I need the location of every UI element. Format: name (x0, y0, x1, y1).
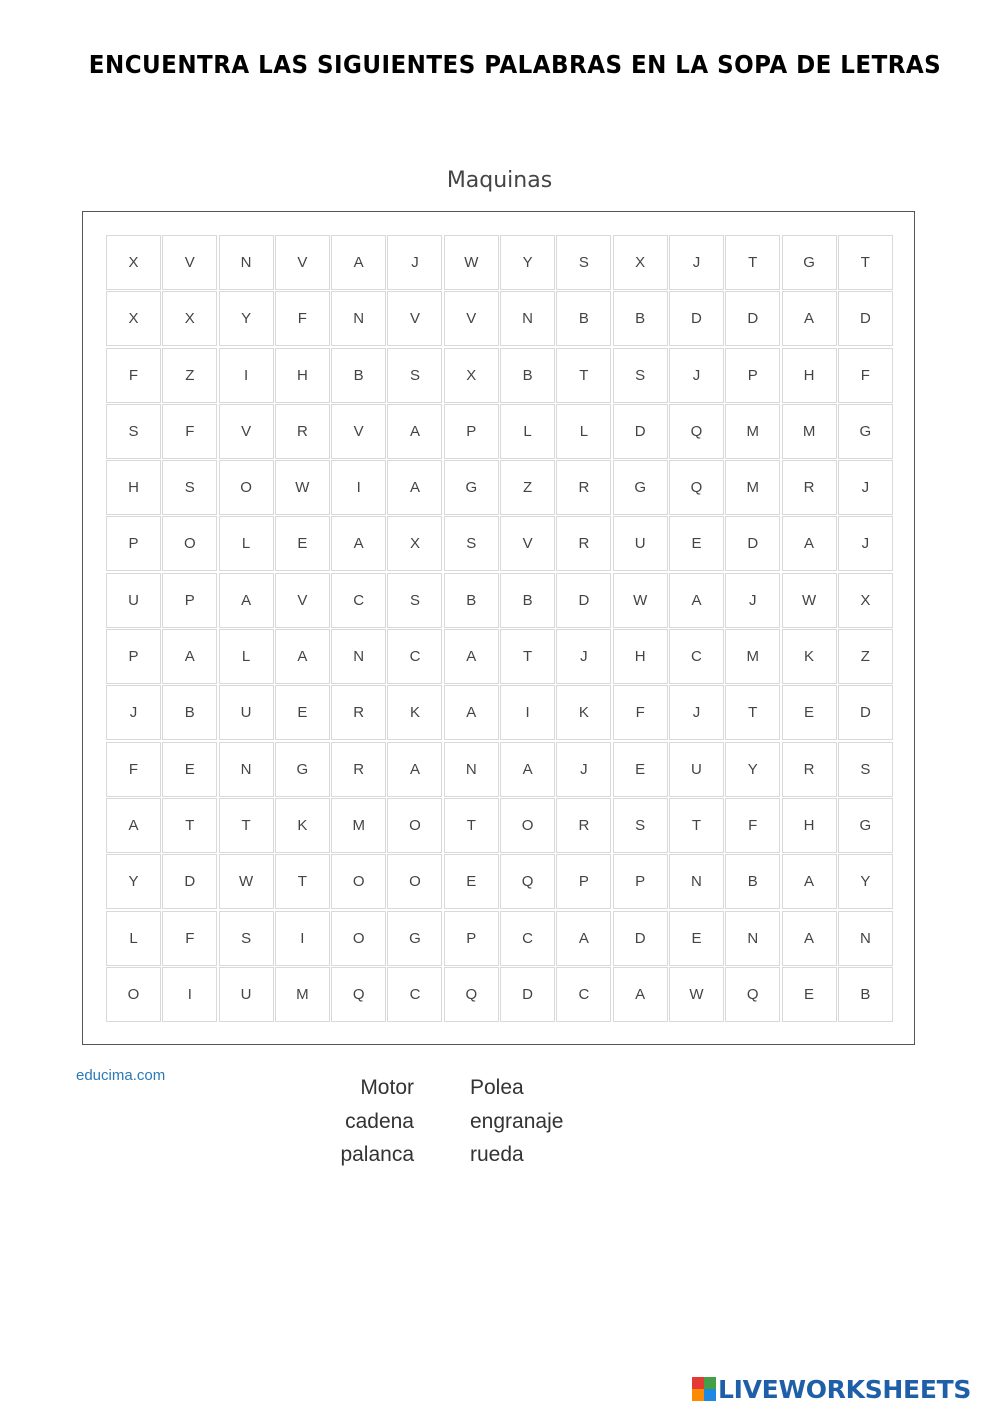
grid-cell: I (275, 911, 330, 966)
grid-cell: O (500, 798, 555, 853)
grid-cell: P (162, 573, 217, 628)
grid-cell: T (556, 348, 611, 403)
grid-cell: F (838, 348, 893, 403)
grid-cell: H (106, 460, 161, 515)
grid-cell: E (613, 742, 668, 797)
grid-cell: V (444, 291, 499, 346)
grid-cell: T (162, 798, 217, 853)
puzzle-title: Maquinas (446, 168, 553, 193)
grid-cell: I (500, 685, 555, 740)
grid-cell: C (331, 573, 386, 628)
grid-cell: T (500, 629, 555, 684)
grid-cell: X (838, 573, 893, 628)
grid-cell: P (106, 629, 161, 684)
grid-cell: I (219, 348, 274, 403)
grid-cell: O (162, 516, 217, 571)
grid-cell: D (500, 967, 555, 1022)
grid-cell: A (331, 235, 386, 290)
grid-cell: Y (219, 291, 274, 346)
grid-cell: T (725, 685, 780, 740)
grid-cell: J (838, 516, 893, 571)
grid-cell: O (106, 967, 161, 1022)
grid-cell: I (331, 460, 386, 515)
grid-cell: N (331, 291, 386, 346)
grid-cell: Q (669, 404, 724, 459)
grid-cell: E (275, 516, 330, 571)
grid-cell: M (725, 404, 780, 459)
grid-cell: A (275, 629, 330, 684)
grid-cell: X (387, 516, 442, 571)
grid-cell: N (444, 742, 499, 797)
grid-cell: M (725, 629, 780, 684)
grid-cell: B (500, 348, 555, 403)
liveworksheets-logo-icon (692, 1377, 716, 1401)
grid-cell: R (782, 460, 837, 515)
grid-cell: R (275, 404, 330, 459)
grid-cell: O (219, 460, 274, 515)
grid-cell: A (782, 911, 837, 966)
grid-cell: G (275, 742, 330, 797)
grid-cell: E (782, 685, 837, 740)
grid-cell: J (669, 348, 724, 403)
grid-cell: Q (500, 854, 555, 909)
grid-cell: N (838, 911, 893, 966)
grid-cell: S (838, 742, 893, 797)
grid-cell: C (387, 629, 442, 684)
grid-cell: D (162, 854, 217, 909)
grid-cell: P (444, 911, 499, 966)
grid-cell: V (387, 291, 442, 346)
brand-name: LIVEWORKSHEETS (718, 1374, 972, 1404)
grid-cell: G (613, 460, 668, 515)
grid-cell: E (162, 742, 217, 797)
grid-cell: F (106, 742, 161, 797)
page-heading: ENCUENTRA LAS SIGUIENTES PALABRAS EN LA SOPA DE LETRAS (88, 50, 942, 79)
grid-cell: V (331, 404, 386, 459)
grid-cell: S (556, 235, 611, 290)
grid-cell: D (725, 516, 780, 571)
word-engranaje: engranaje (470, 1110, 564, 1133)
grid-cell: T (725, 235, 780, 290)
grid-cell: E (669, 911, 724, 966)
grid-cell: X (162, 291, 217, 346)
grid-cell: K (556, 685, 611, 740)
grid-cell: O (331, 911, 386, 966)
grid-cell: M (275, 967, 330, 1022)
grid-cell: V (500, 516, 555, 571)
grid-cell: T (444, 798, 499, 853)
grid-cell: A (387, 404, 442, 459)
grid-cell: F (275, 291, 330, 346)
grid-cell: W (669, 967, 724, 1022)
grid-cell: J (838, 460, 893, 515)
grid-cell: B (613, 291, 668, 346)
grid-cell: F (162, 404, 217, 459)
grid-cell: S (219, 911, 274, 966)
grid-cell: Q (444, 967, 499, 1022)
grid-cell: Q (725, 967, 780, 1022)
grid-cell: N (219, 742, 274, 797)
grid-cell: A (219, 573, 274, 628)
grid-cell: F (613, 685, 668, 740)
grid-cell: W (275, 460, 330, 515)
grid-cell: L (106, 911, 161, 966)
grid-cell: W (444, 235, 499, 290)
grid-cell: P (613, 854, 668, 909)
grid-cell: N (331, 629, 386, 684)
grid-cell: C (669, 629, 724, 684)
grid-cell: N (669, 854, 724, 909)
grid-cell: G (782, 235, 837, 290)
grid-cell: S (106, 404, 161, 459)
grid-cell: B (331, 348, 386, 403)
grid-cell: B (500, 573, 555, 628)
grid-cell: C (500, 911, 555, 966)
grid-cell: E (444, 854, 499, 909)
letter-grid (106, 235, 893, 1022)
grid-cell: Q (331, 967, 386, 1022)
word-palanca: palanca (340, 1143, 414, 1166)
grid-cell: R (556, 460, 611, 515)
grid-cell: A (556, 911, 611, 966)
grid-cell: U (219, 685, 274, 740)
grid-cell: W (613, 573, 668, 628)
grid-cell: U (106, 573, 161, 628)
grid-cell: P (444, 404, 499, 459)
grid-cell: O (387, 854, 442, 909)
grid-cell: T (219, 798, 274, 853)
grid-cell: D (613, 911, 668, 966)
grid-cell: Y (500, 235, 555, 290)
grid-cell: A (782, 854, 837, 909)
grid-cell: J (387, 235, 442, 290)
grid-cell: B (444, 573, 499, 628)
grid-cell: M (725, 460, 780, 515)
grid-cell: X (106, 291, 161, 346)
grid-cell: D (556, 573, 611, 628)
grid-cell: O (331, 854, 386, 909)
grid-cell: K (387, 685, 442, 740)
grid-cell: Y (106, 854, 161, 909)
grid-cell: S (613, 348, 668, 403)
grid-cell: H (613, 629, 668, 684)
grid-cell: R (331, 685, 386, 740)
grid-cell: H (782, 798, 837, 853)
grid-cell: P (106, 516, 161, 571)
grid-cell: G (838, 404, 893, 459)
grid-cell: W (782, 573, 837, 628)
word-motor: Motor (360, 1076, 414, 1099)
grid-cell: M (331, 798, 386, 853)
grid-cell: Z (838, 629, 893, 684)
grid-cell: S (162, 460, 217, 515)
grid-cell: E (275, 685, 330, 740)
grid-cell: Z (162, 348, 217, 403)
grid-cell: Y (725, 742, 780, 797)
grid-cell: H (275, 348, 330, 403)
grid-cell: J (725, 573, 780, 628)
grid-cell: C (387, 967, 442, 1022)
grid-cell: V (275, 573, 330, 628)
word-cadena: cadena (345, 1110, 414, 1133)
grid-cell: H (782, 348, 837, 403)
grid-cell: J (556, 629, 611, 684)
grid-cell: B (838, 967, 893, 1022)
grid-cell: N (500, 291, 555, 346)
grid-cell: A (387, 460, 442, 515)
grid-cell: V (219, 404, 274, 459)
grid-cell: A (500, 742, 555, 797)
grid-cell: A (444, 685, 499, 740)
grid-cell: B (556, 291, 611, 346)
grid-cell: D (725, 291, 780, 346)
grid-cell: F (725, 798, 780, 853)
grid-cell: L (500, 404, 555, 459)
grid-cell: U (613, 516, 668, 571)
grid-cell: A (613, 967, 668, 1022)
grid-cell: A (331, 516, 386, 571)
grid-cell: A (782, 516, 837, 571)
grid-cell: K (275, 798, 330, 853)
grid-cell: N (725, 911, 780, 966)
grid-cell: N (219, 235, 274, 290)
grid-cell: A (782, 291, 837, 346)
grid-cell: L (556, 404, 611, 459)
grid-cell: B (162, 685, 217, 740)
grid-cell: S (444, 516, 499, 571)
grid-cell: G (444, 460, 499, 515)
grid-cell: D (613, 404, 668, 459)
grid-cell: D (669, 291, 724, 346)
grid-cell: C (556, 967, 611, 1022)
grid-cell: J (669, 235, 724, 290)
grid-cell: U (219, 967, 274, 1022)
grid-cell: R (556, 516, 611, 571)
grid-cell: G (838, 798, 893, 853)
grid-cell: L (219, 629, 274, 684)
word-polea: Polea (470, 1076, 524, 1099)
source-link[interactable]: educima.com (76, 1067, 166, 1084)
grid-cell: S (613, 798, 668, 853)
grid-cell: J (106, 685, 161, 740)
grid-cell: E (782, 967, 837, 1022)
grid-cell: J (556, 742, 611, 797)
grid-cell: A (387, 742, 442, 797)
grid-cell: A (106, 798, 161, 853)
grid-cell: W (219, 854, 274, 909)
grid-cell: R (331, 742, 386, 797)
grid-cell: S (387, 573, 442, 628)
grid-cell: T (669, 798, 724, 853)
grid-cell: Z (500, 460, 555, 515)
grid-cell: X (444, 348, 499, 403)
grid-cell: U (669, 742, 724, 797)
grid-cell: V (162, 235, 217, 290)
grid-cell: L (219, 516, 274, 571)
liveworksheets-brand[interactable] (692, 1372, 971, 1406)
grid-cell: X (106, 235, 161, 290)
grid-cell: A (162, 629, 217, 684)
grid-cell: J (669, 685, 724, 740)
grid-cell: X (613, 235, 668, 290)
grid-cell: A (444, 629, 499, 684)
grid-cell: D (838, 685, 893, 740)
grid-cell: S (387, 348, 442, 403)
grid-cell: I (162, 967, 217, 1022)
grid-cell: O (387, 798, 442, 853)
grid-cell: A (669, 573, 724, 628)
grid-cell: P (725, 348, 780, 403)
word-rueda: rueda (470, 1143, 524, 1166)
grid-cell: K (782, 629, 837, 684)
grid-cell: D (838, 291, 893, 346)
grid-cell: R (782, 742, 837, 797)
grid-cell: P (556, 854, 611, 909)
grid-cell: F (106, 348, 161, 403)
grid-cell: B (725, 854, 780, 909)
grid-cell: F (162, 911, 217, 966)
grid-cell: M (782, 404, 837, 459)
grid-cell: Q (669, 460, 724, 515)
grid-cell: R (556, 798, 611, 853)
grid-cell: T (275, 854, 330, 909)
grid-cell: T (838, 235, 893, 290)
grid-cell: V (275, 235, 330, 290)
grid-cell: G (387, 911, 442, 966)
grid-cell: Y (838, 854, 893, 909)
grid-cell: E (669, 516, 724, 571)
